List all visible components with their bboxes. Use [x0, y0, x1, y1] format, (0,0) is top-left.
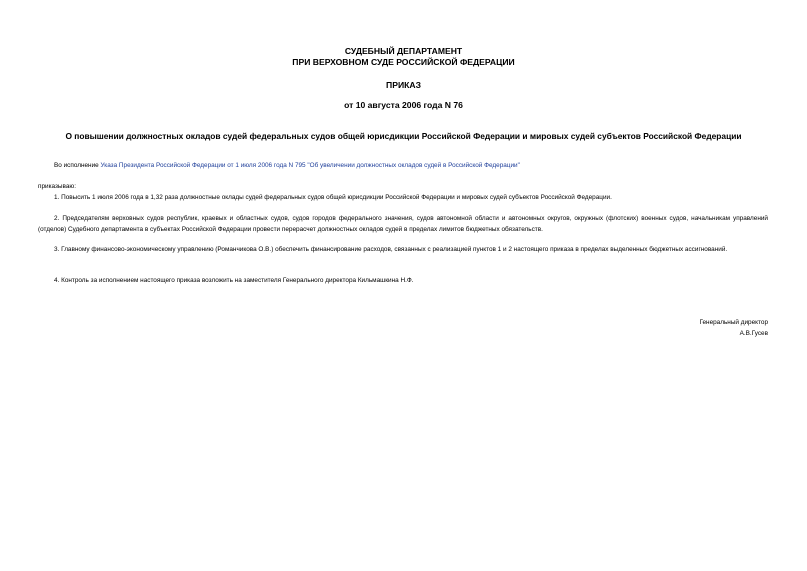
document-title: О повышении должностных окладов судей федеральных судов общей юрисдикции Российской Федерации и мировых судей субъектов Российской Федерации [65, 131, 742, 141]
department-line-2: ПРИ ВЕРХОВНОМ СУДЕ РОССИЙСКОЙ ФЕДЕРАЦИИ [292, 57, 515, 67]
order-heading: ПРИКАЗ [386, 80, 421, 90]
order-item-2: 2. Председателям верховных судов республик, краевых и областных судов, судов городов федерального значения, судов автономной области и автономных округов, окружных (флотских) военных судов, начальникам управлений (отделов) Судебного департамента в субъектах Российской Федерации провести перерасчет должностных окладов судей в пределах лимитов бюджетных обязательств. [38, 215, 768, 233]
order-item-3: 3. Главному финансово-экономическому управлению (Романчикова О.В.) обеспечить финансирование расходов, связанных с реализацией пунктов 1 и 2 настоящего приказа в пределах выделенных бюджетных ассигнований. [54, 246, 728, 253]
order-item-4: 4. Контроль за исполнением настоящего приказа возложить на заместителя Генерального директора Кильмашкина Н.Ф. [54, 277, 414, 284]
signature-block [699, 318, 768, 339]
department-line-1: СУДЕБНЫЙ ДЕПАРТАМЕНТ [344, 46, 463, 56]
intro-prefix: Во исполнение [54, 162, 101, 169]
intro-paragraph [38, 161, 768, 172]
decree-link[interactable]: Указа Президента Российской Федерации от 1 июля 2006 года N 795 "Об увеличении должностных окладов судей в Российской Федерации" [100, 162, 520, 169]
orders-word: приказываю: [38, 183, 76, 190]
order-item-1: 1. Повысить 1 июля 2006 года в 1,32 раза должностные оклады судей федеральных судов общей юрисдикции Российской Федерации и мировых судей субъектов Российской Федерации. [54, 194, 612, 201]
order-date: от 10 августа 2006 года N 76 [344, 100, 463, 110]
signatory-name: А.В.Гусев [739, 329, 768, 337]
department-header [0, 46, 807, 68]
signatory-position: Генеральный директор [699, 319, 768, 326]
